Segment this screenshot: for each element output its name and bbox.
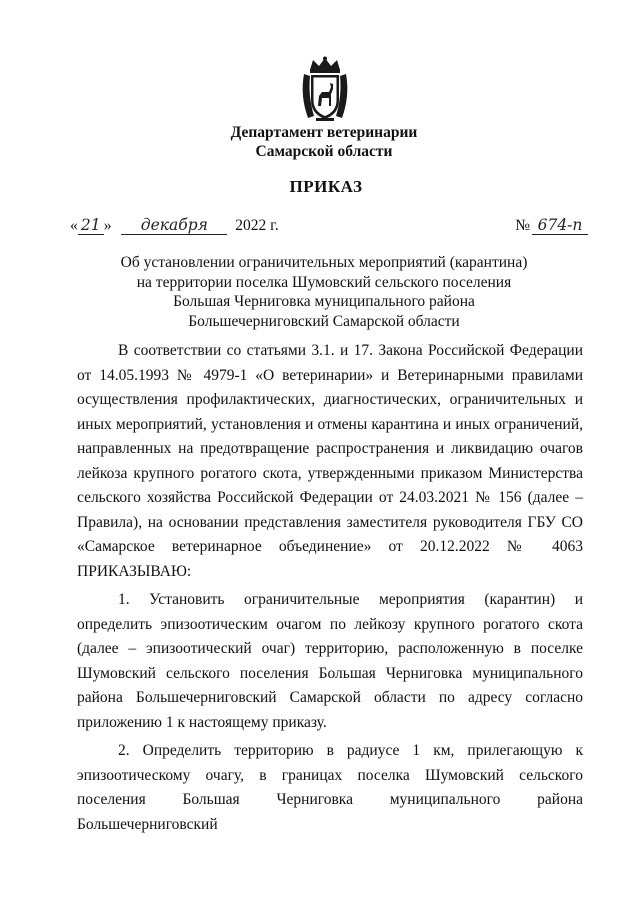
department-line-1: Департамент ветеринарии bbox=[230, 124, 418, 141]
order-date bbox=[70, 216, 279, 235]
preamble-paragraph: В соответствии со статьями 3.1. и 17. Закона Российской Федерации от 14.05.1993 № 4979-1 «О ветеринарии» и Ветеринарными правилами осуществления профилактических, диагностических, ограничительных и иных мероприятий, установления и отмены карантина и иных ограничений, направленных на предотвращение распространения и ликвидацию очагов лейкоза крупного рогатого скота, утвержденными приказом Министерства сельского хозяйства Российской Федерации от 24.03.2021 № 156 (далее – Правила), на основании представления заместителя руководителя ГБУ СО «Самарское ветеринарное объединение» от 20.12.2022 № 4063 ПРИКАЗЫВАЮ: bbox=[77, 342, 583, 580]
department-name bbox=[0, 123, 640, 161]
date-day: 21 bbox=[78, 216, 104, 235]
order-number bbox=[515, 216, 588, 235]
subject-line-4: Большечерниговский Самарской области bbox=[188, 312, 460, 330]
document-title: ПРИКАЗ bbox=[289, 177, 363, 196]
date-number-row bbox=[70, 214, 590, 240]
coat-of-arms-icon bbox=[298, 56, 352, 122]
item-1-paragraph: 1. Установить ограничительные мероприятия (карантин) и определить эпизоотическим очагом по лейкозу крупного рогатого скота (далее – эпизоотический очаг) территорию, расположенную в поселке Шумовский сельского поселения Большая Черниговка муниципального района Большечерниговский Самарской области по адресу согласно приложению 1 к настоящему приказу. bbox=[77, 591, 583, 731]
subject-line-1: Об установлении ограничительных мероприятий (карантина) bbox=[120, 254, 528, 271]
subject-line-2: на территории поселка Шумовский сельского поселения bbox=[136, 273, 512, 291]
date-year: 2022 г. bbox=[235, 217, 279, 234]
department-line-2: Самарской области bbox=[255, 143, 393, 160]
date-month: декабря bbox=[121, 216, 227, 235]
order-subject bbox=[0, 253, 640, 331]
order-body bbox=[77, 339, 583, 841]
item-2-paragraph: 2. Определить территорию в радиусе 1 км, прилегающую к эпизоотическому очагу, в границах поселка Шумовский сельского поселения Большая Черниговка муниципального района Большечерниговский bbox=[77, 742, 583, 833]
subject-line-3: Большая Черниговка муниципального района bbox=[173, 293, 475, 310]
number-value: 674-п bbox=[532, 216, 588, 235]
number-prefix: № bbox=[515, 217, 530, 234]
open-quote: « bbox=[70, 217, 78, 234]
close-quote: » bbox=[103, 217, 112, 234]
